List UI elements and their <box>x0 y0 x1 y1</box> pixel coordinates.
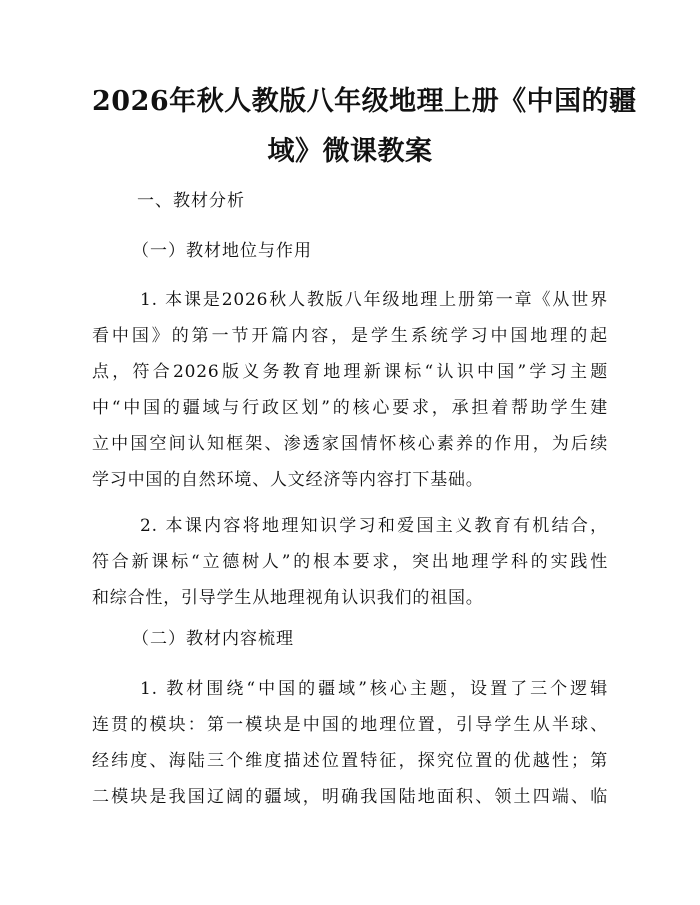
paragraph-line: 连贯的模块：第一模块是中国的地理位置，引导学生从半球、 <box>92 715 608 735</box>
paragraph-line: 符合新课标“立德树人”的根本要求，突出地理学科的实践性 <box>92 552 608 572</box>
paragraph-line: 中“中国的疆域与行政区划”的核心要求，承担着帮助学生建 <box>92 398 608 418</box>
paragraph-line: 点，符合2026版义务教育地理新课标“认识中国”学习主题 <box>92 362 608 382</box>
paragraph-line: 看中国》的第一节开篇内容，是学生系统学习中国地理的起 <box>92 326 608 346</box>
paragraph-line: 学习中国的自然环境、人文经济等内容打下基础。 <box>92 470 484 490</box>
paragraph-line: 二模块是我国辽阔的疆域，明确我国陆地面积、领土四端、临 <box>92 787 608 807</box>
paragraph-line: 2. 本课内容将地理知识学习和爱国主义教育有机结合， <box>140 516 608 536</box>
paragraph-line: 经纬度、海陆三个维度描述位置特征，探究位置的优越性；第 <box>92 751 608 771</box>
paragraph-line: 立中国空间认知框架、渗透家国情怀核心素养的作用，为后续 <box>92 434 608 454</box>
subsection-heading-2: （二）教材内容梳理 <box>132 629 294 649</box>
document-title-line-2: 域》微课教案 <box>267 136 433 167</box>
paragraph-line: 和综合性，引导学生从地理视角认识我们的祖国。 <box>92 588 484 608</box>
paragraph-line: 1. 本课是2026秋人教版八年级地理上册第一章《从世界 <box>140 290 608 310</box>
subsection-heading-1: （一）教材地位与作用 <box>132 241 312 261</box>
document-title-line-1: 2026年秋人教版八年级地理上册《中国的疆 <box>92 86 637 117</box>
paragraph-line: 1. 教材围绕“中国的疆域”核心主题，设置了三个逻辑 <box>140 679 608 699</box>
section-heading: 一、教材分析 <box>137 191 245 211</box>
